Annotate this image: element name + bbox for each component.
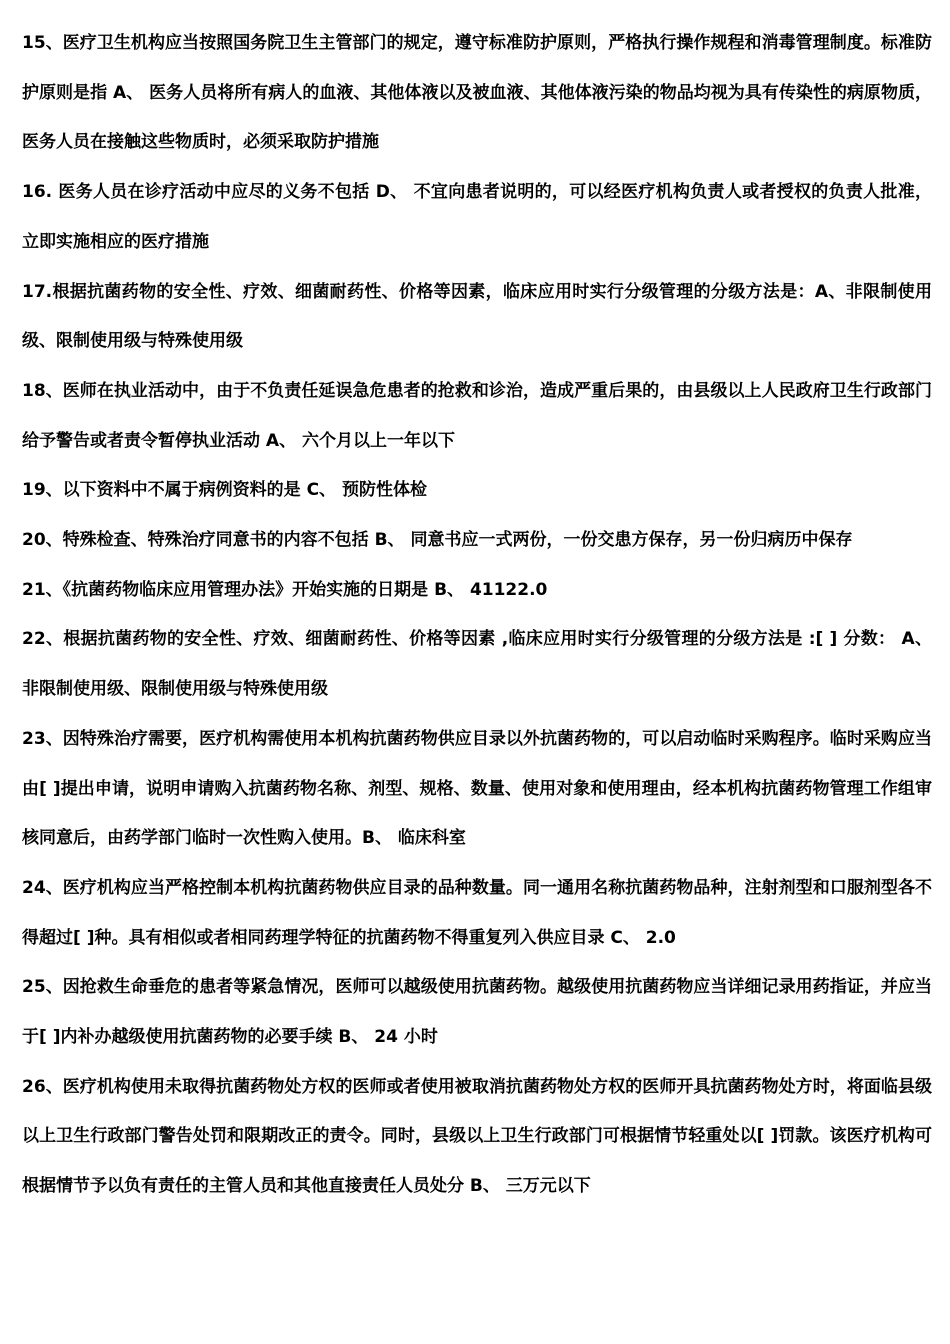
question-17: 17.根据抗菌药物的安全性、疗效、细菌耐药性、价格等因素，临床应用时实行分级管理的分级方法是：A、非限制使用级、限制使用级与特殊使用级	[22, 281, 932, 352]
question-22: 22、根据抗菌药物的安全性、疗效、细菌耐药性、价格等因素 ,临床应用时实行分级管理的分级方法是 :[ ] 分数： A、 非限制使用级、限制使用级与特殊使用级	[22, 629, 932, 700]
question-23: 23、因特殊治疗需要，医疗机构需使用本机构抗菌药物供应目录以外抗菌药物的，可以启动临时采购程序。临时采购应当由[ ]提出申请，说明申请购入抗菌药物名称、剂型、规格、数量、使用对象和使用理由，经本机构抗菌药物管理工作组审核同意后，由药学部门临时一次性购入使用。B、 临床科室	[22, 728, 932, 849]
question-20: 20、特殊检查、特殊治疗同意书的内容不包括 B、 同意书应一式两份，一份交患方保存，另一份归病历中保存	[22, 530, 853, 551]
question-21: 21、《抗菌药物临床应用管理办法》开始实施的日期是 B、 41122.0	[22, 579, 548, 600]
question-25: 25、因抢救生命垂危的患者等紧急情况，医师可以越级使用抗菌药物。越级使用抗菌药物应当详细记录用药指证，并应当于[ ]内补办越级使用抗菌药物的必要手续 B、 24 小时	[22, 977, 932, 1048]
question-24: 24、医疗机构应当严格控制本机构抗菌药物供应目录的品种数量。同一通用名称抗菌药物品种，注射剂型和口服剂型各不得超过[ ]种。具有相似或者相同药理学特征的抗菌药物不得重复列入供应目录 C、 2.0	[22, 877, 932, 948]
question-26: 26、医疗机构使用未取得抗菌药物处方权的医师或者使用被取消抗菌药物处方权的医师开具抗菌药物处方时，将面临县级以上卫生行政部门警告处罚和限期改正的责令。同时，县级以上卫生行政部门可根据情节轻重处以[ ]罚款。该医疗机构可根据情节予以负有责任的主管人员和其他直接责任人员处分 B、 三万元以下	[22, 1076, 932, 1197]
question-15: 15、医疗卫生机构应当按照国务院卫生主管部门的规定，遵守标准防护原则，严格执行操作规程和消毒管理制度。标准防护原则是指 A、 医务人员将所有病人的血液、其他体液以及被血液、其他体液污染的物品均视为具有传染性的病原物质，医务人员在接触这些物质时，必须采取防护措施	[22, 33, 932, 153]
document-page	[22, 19, 932, 1212]
question-16: 16. 医务人员在诊疗活动中应尽的义务不包括 D、 不宜向患者说明的，可以经医疗机构负责人或者授权的负责人批准，立即实施相应的医疗措施	[22, 182, 932, 252]
question-18: 18、医师在执业活动中，由于不负责任延误急危患者的抢救和诊治，造成严重后果的，由县级以上人民政府卫生行政部门给予警告或者责令暂停执业活动 A、 六个月以上一年以下	[22, 380, 932, 451]
question-19: 19、以下资料中不属于病例资料的是 C、 预防性体检	[22, 480, 427, 501]
